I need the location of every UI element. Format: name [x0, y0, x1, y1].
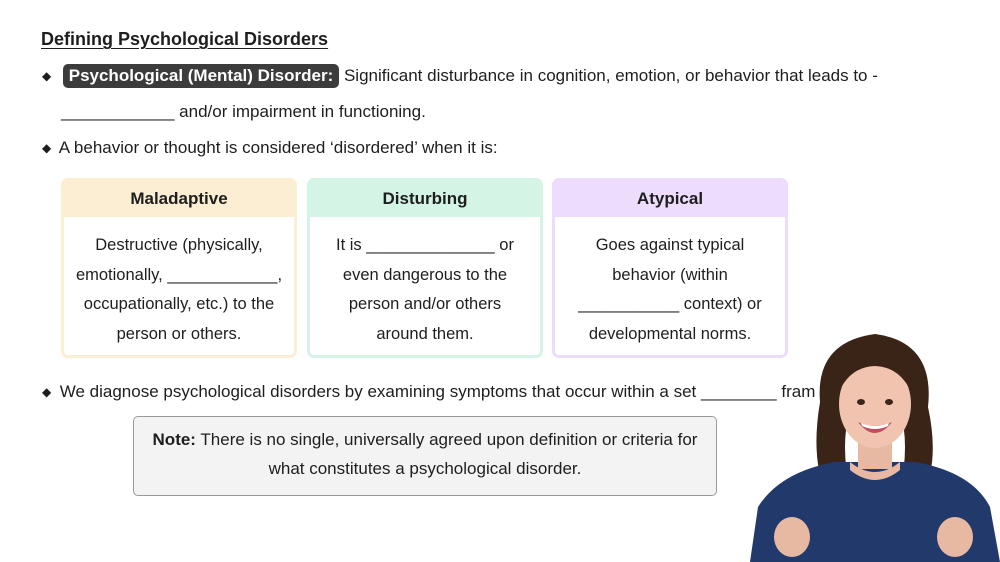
card-line: person and/or others	[348, 295, 502, 313]
card-line: around them.	[376, 324, 474, 343]
card-line: Destructive (physically,	[95, 236, 263, 254]
card-line: behavior (within	[612, 265, 728, 284]
card-heading: Disturbing	[310, 181, 540, 217]
card-line: occupationally, etc.) to the	[83, 295, 275, 313]
definition-bullet	[42, 64, 878, 88]
diagnose-text: We diagnose psychological disorders by examining symptoms that occur within a set ________ fram	[59, 382, 816, 401]
card-body	[64, 217, 294, 349]
card-line: person or others.	[116, 324, 242, 343]
note-line-1	[134, 425, 716, 454]
card-heading: Atypical	[555, 181, 785, 217]
presenter-video	[750, 322, 1000, 562]
definition-term: Psychological (Mental) Disorder:	[63, 64, 340, 88]
card-heading: Maladaptive	[64, 181, 294, 217]
presenter-figure	[750, 322, 1000, 562]
card-line: It is ______________ or	[336, 236, 514, 254]
card-body	[310, 217, 540, 349]
page-title: Defining Psychological Disorders	[41, 29, 329, 49]
card-maladaptive	[61, 178, 297, 358]
note-text-1: There is no single, universally agreed upon definition or criteria for	[200, 430, 698, 449]
note-text-2: what constitutes a psychological disorder.	[268, 459, 582, 478]
diagnose-bullet	[42, 381, 815, 403]
note-label: Note:	[152, 430, 196, 449]
diamond-bullet-icon: ◆	[42, 69, 52, 83]
disordered-bullet	[42, 137, 498, 159]
card-line: Goes against typical	[595, 236, 745, 254]
card-line: even dangerous to the	[342, 265, 508, 284]
disordered-intro: A behavior or thought is considered ‘disordered’ when it is:	[58, 138, 498, 157]
card-disturbing	[307, 178, 543, 358]
card-line: developmental norms.	[588, 324, 752, 343]
note-box	[133, 416, 717, 496]
definition-text: Significant disturbance in cognition, emotion, or behavior that leads to -	[343, 66, 878, 85]
diamond-bullet-icon: ◆	[42, 141, 52, 155]
card-line: emotionally, ____________,	[75, 265, 283, 284]
diamond-bullet-icon: ◆	[42, 385, 52, 399]
card-line: ___________ context) or	[578, 295, 762, 313]
definition-continuation: ____________ and/or impairment in functioning.	[61, 102, 426, 121]
